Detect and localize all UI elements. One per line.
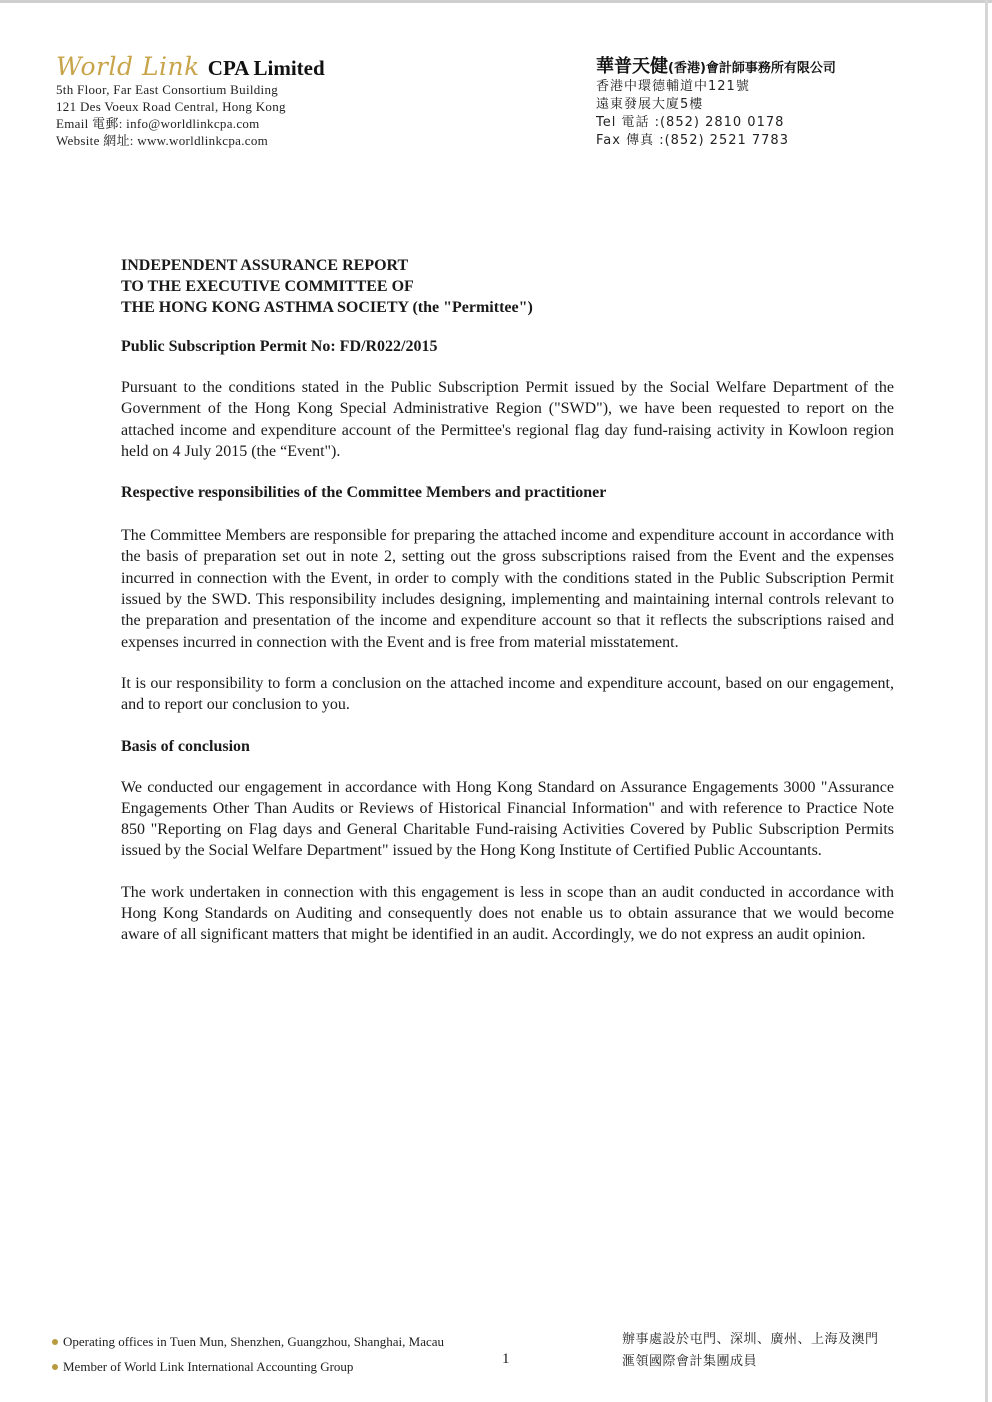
footer-cn-offices: 辦事處設於屯門、深圳、廣州、上海及澳門 bbox=[622, 1332, 879, 1347]
email-line: Email 電郵: info@worldlinkcpa.com bbox=[56, 116, 260, 131]
page-number: 1 bbox=[502, 1351, 510, 1367]
bullet-icon bbox=[52, 1364, 58, 1370]
cn-address-2: 遠東發展大廈5樓 bbox=[596, 97, 704, 112]
responsibilities-paragraph-2: It is our responsibility to form a conclusion on the attached income and expenditure account, based on our engagement, and to report our conclusion to you. bbox=[121, 674, 894, 714]
basis-paragraph-2: The work undertaken in connection with this engagement is less in scope than an audit conducted in accordance with Hong Kong Standards on Auditing and consequently does not enable us to obtain assurance that we would become aware of all significant matters that might be identified in an audit. Accordingly, we do not express an audit opinion. bbox=[121, 883, 894, 944]
report-title-line-2: TO THE EXECUTIVE COMMITTEE OF bbox=[121, 278, 414, 295]
company-logo bbox=[56, 52, 476, 81]
bullet-icon bbox=[52, 1339, 58, 1345]
cn-address-1: 香港中環德輔道中121號 bbox=[596, 79, 750, 94]
company-name: CPA Limited bbox=[207, 56, 325, 80]
website-line: Website 網址: www.worldlinkcpa.com bbox=[56, 133, 269, 148]
report-body bbox=[121, 255, 894, 946]
responsibilities-paragraph-1: The Committee Members are responsible for preparing the attached income and expenditure account in accordance with the basis of preparation set out in note 2, setting out the gross subscriptions raised from the Event and the expenses incurred in connection with the Event, in order to comply with the conditions stated in the Public Subscription Permit issued by the SWD. This responsibility includes designing, implementing and maintaining internal controls relevant to the preparation and presentation of the income and expenditure account so that it reflects the subscriptions raised and expenses incurred in connection with the Event and is free from material misstatement. bbox=[121, 527, 894, 651]
footer-offices bbox=[52, 1329, 532, 1354]
footer-cn-member: 滙領國際會計集團成員 bbox=[622, 1354, 758, 1369]
chinese-company-name bbox=[596, 52, 956, 78]
letterhead-english bbox=[56, 52, 476, 149]
footer-offices-text: Operating offices in Tuen Mun, Shenzhen, Guangzhou, Shanghai, Macau bbox=[63, 1334, 445, 1349]
address-line-1: 5th Floor, Far East Consortium Building bbox=[56, 82, 279, 97]
address-line-2: 121 Des Voeux Road Central, Hong Kong bbox=[56, 99, 286, 114]
report-title-line-3: THE HONG KONG ASTHMA SOCIETY (the "Permittee") bbox=[121, 299, 533, 316]
footer-member-text: Member of World Link International Accounting Group bbox=[63, 1359, 354, 1374]
scan-edge-right bbox=[985, 0, 988, 1402]
permit-heading: Public Subscription Permit No: FD/R022/2015 bbox=[121, 338, 438, 355]
letterhead-chinese bbox=[596, 52, 956, 150]
fax-line: Fax 傳真 :(852) 2521 7783 bbox=[596, 133, 789, 148]
cn-name-paren: (香港) bbox=[668, 61, 706, 76]
footer-member bbox=[52, 1354, 532, 1379]
report-title-line-1: INDEPENDENT ASSURANCE REPORT bbox=[121, 257, 409, 274]
footer-chinese bbox=[622, 1329, 952, 1373]
basis-paragraph-1: We conducted our engagement in accordance with Hong Kong Standard on Assurance Engagements 3000 "Assurance Engagements Other Than Audits or Reviews of Historical Financial Information" and with reference to Practice Note 850 "Reporting on Flag days and General Charitable Fund-raising Activities Covered by Public Subscription Permits issued by the Social Welfare Department" issued by the Hong Kong Institute of Certified Public Accountants. bbox=[121, 778, 894, 860]
logo-script-text: World Link bbox=[56, 52, 200, 81]
scan-edge-top bbox=[0, 0, 992, 3]
basis-heading: Basis of conclusion bbox=[121, 737, 250, 755]
responsibilities-heading: Respective responsibilities of the Committee Members and practitioner bbox=[121, 484, 607, 502]
cn-name-main: 華普天健 bbox=[596, 56, 668, 77]
cn-name-rest: 會計師事務所有限公司 bbox=[705, 61, 836, 76]
tel-line: Tel 電話 :(852) 2810 0178 bbox=[596, 115, 785, 130]
footer-english bbox=[52, 1329, 532, 1379]
intro-paragraph: Pursuant to the conditions stated in the Public Subscription Permit issued by the Social Welfare Department of the Government of the Hong Kong Special Administrative Region ("SWD"), we have been requested to report on the attached income and expenditure account of the Permittee's regional flag day fund-raising activity in Kowloon region held on 4 July 2015 (the “Event"). bbox=[121, 379, 894, 460]
